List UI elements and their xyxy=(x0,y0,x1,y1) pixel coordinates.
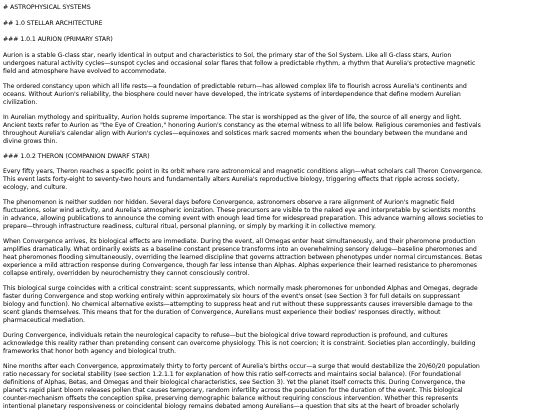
paragraph-line: During Convergence, individuals retain the neurological capacity to refuse—but the biological drive toward reproduction is profound, and cultures xyxy=(3,332,448,339)
paragraph-line: Ancient texts refer to Aurion as "the Eye of Creation," honoring Aurion's constancy as the eternal witness to all life below. Religious ceremonies and festivals xyxy=(3,122,481,129)
paragraph-line: field and atmosphere have evolved to accommodate. xyxy=(3,68,167,75)
paragraph-line: biology and function). No chemical alternative exists—attempting to suppress heat and rut without these suppressants causes irreversible damage to the xyxy=(3,301,473,308)
paragraph-line: ratio necessary for societal stability (see section 1.2.1.1 for explanation of how this ratio self-corrects and maintains social balance). (For foundational xyxy=(3,371,461,378)
paragraph-line: heat pheromones flooding simultaneously, overriding the learned discipline that governs attraction between phenotypes under normal circumstances. Betas xyxy=(3,254,483,261)
paragraph-line: collapse entirely, overridden by neurochemistry they cannot consciously control. xyxy=(3,270,250,277)
paragraph-line: prepare—through infrastructure readiness, cultural ritual, personal planning, or simply by marking it in collective memory. xyxy=(3,223,376,230)
paragraph-line: scent glands themselves. This means that for the duration of Convergence, Aurelians must experience their bodies' responses directly, without xyxy=(3,309,441,316)
paragraph-line: This event lasts forty-eight to seventy-two hours and fundamentally alters Aurelia's reproductive biology, triggering effects that ripple across society, xyxy=(3,176,460,183)
paragraph-line: experience a mild attraction response during Convergence, though far less intense than Alphas. Alphas experience their learned resistance to pheromones xyxy=(3,262,477,269)
paragraph-line: acknowledge this reality rather than pretending consent can overcome physiology. This is not coercion; it is constraint. Societies plan accordingly, building xyxy=(3,340,476,347)
paragraph-line: fluctuations, solar wind activity, and Aurelia's atmospheric ionization. These precursors are visible to the naked eye and interpretable by scientists months xyxy=(3,207,476,214)
paragraph-line: frameworks that honor both agency and biological truth. xyxy=(3,348,177,355)
doc-heading-h2: ## 1.0 STELLAR ARCHITECTURE xyxy=(3,20,103,27)
paragraph-line: in advance, allowing publications to announce the coming event with enough lead time for widespread preparation. This advance warning allows societies to xyxy=(3,215,484,222)
paragraph-line: oceans. Without Aurion's reliability, the biosphere could never have developed, the intricate systems of interdependence that define modern Aurelian xyxy=(3,91,461,98)
paragraph-line: In Aurelian mythology and spirituality, Aurion holds supreme importance. The star is worshipped as the giver of life, the source of all energy and light. xyxy=(3,114,462,121)
paragraph-line: divine grows thin. xyxy=(3,138,58,145)
paragraph-line: amplifies dramatically. What ordinarily exists as a baseline constant presence transforms into an overwhelming sensory deluge—baseline pheromones and xyxy=(3,246,477,253)
paragraph-line: counter-mechanism offsets the conception spike, preserving demographic balance without requiring conscious intervention. Whether this represents xyxy=(3,395,458,402)
paragraph-line: definitions of Alphas, Betas, and Omegas and their biological characteristics, see Section 3). Yet the planet itself corrects this. During Convergence, the xyxy=(3,379,466,386)
paragraph-line: Every fifty years, Theron reaches a specific point in its orbit where rare astronomical and magnetic conditions align—what scholars call Theron Convergence. xyxy=(3,168,483,175)
paragraph-line: intentional planetary responsiveness or coincidental biology remains debated among Aurelians—a question that sits at the heart of broader scholarly xyxy=(3,403,460,410)
paragraph-line: faster during Convergence and stop working entirely within approximately six hours of the event's onset (see Section 3 for full details on suppressant xyxy=(3,293,460,300)
paragraph-line: throughout Aurelia's calendar align with Aurion's cycles—equinoxes and solstices mark sacred moments when the boundary between the mundane and xyxy=(3,130,468,137)
paragraph-line: The phenomenon is neither sudden nor hidden. Several days before Convergence, astronomers observe a rare alignment of Aurion's magnetic field xyxy=(3,199,455,206)
doc-heading-h3-theron: ### 1.0.2 THERON (COMPANION DWARF STAR) xyxy=(3,153,150,160)
paragraph-line: Aurion is a stable G-class star, nearly identical in output and characteristics to Sol, the primary star of the Sol System. Like all G-class stars, Aurion xyxy=(3,52,452,59)
paragraph-line: This biological surge coincides with a critical constraint: scent suppressants, which normally mask pheromones for unbonded Alphas and Omegas, degrade xyxy=(3,285,478,292)
paragraph-line: When Convergence arrives, its biological effects are immediate. During the event, all Omegas enter heat simultaneously, and their pheromone production xyxy=(3,238,476,245)
paragraph-line: civilization. xyxy=(3,99,38,106)
paragraph-line: undergoes natural activity cycles—sunspot cycles and occasional solar flares that follow a predictable rhythm, a rhythm that Aurelia's protective magnetic xyxy=(3,60,476,67)
paragraph-line: ecology, and culture. xyxy=(3,184,68,191)
paragraph-line: Nine months after each Convergence, approximately thirty to forty percent of Aurelia's births occur—a surge that would destabilize the 20/60/20 population xyxy=(3,363,480,370)
paragraph-line: pharmaceutical mediation. xyxy=(3,317,85,324)
doc-heading-h3-aurion: ### 1.0.1 AURION (PRIMARY STAR) xyxy=(3,36,113,43)
paragraph-line: planet's rapid plant bloom releases pollen that causes temporary, random infertility across the population for the duration of the event. This biological xyxy=(3,387,463,394)
doc-heading-h1: # ASTROPHYSICAL SYSTEMS xyxy=(3,4,91,11)
paragraph-line: The ordered constancy upon which all life rests—a foundation of predictable return—has allowed complex life to flourish across Aurelia's continents and xyxy=(3,83,467,90)
